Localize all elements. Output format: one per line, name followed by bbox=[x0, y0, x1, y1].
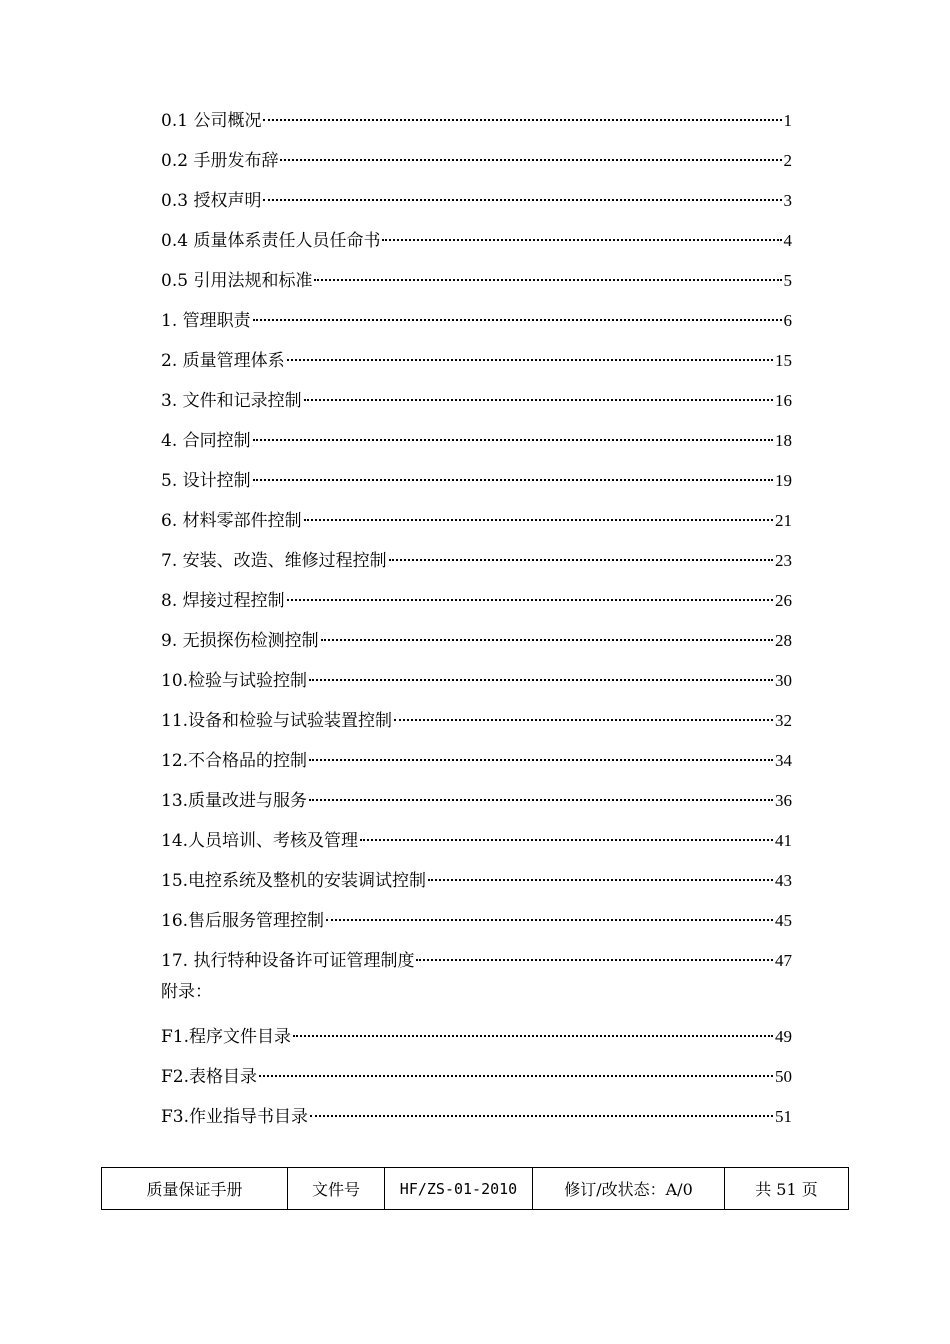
toc-entry-title: 14.人员培训、考核及管理 bbox=[161, 831, 359, 851]
toc-entry-page: 50 bbox=[775, 1067, 792, 1086]
toc-entry-title: 0.3 授权声明 bbox=[161, 191, 262, 211]
toc-entry-page: 1 bbox=[783, 111, 792, 130]
manual-name-cell: 质量保证手册 bbox=[102, 1168, 288, 1210]
toc-entry-title: 4. 合同控制 bbox=[161, 431, 251, 451]
toc-entry-page: 49 bbox=[775, 1027, 792, 1046]
toc-dot-leader bbox=[314, 279, 781, 281]
toc-entry-title: 13.质量改进与服务 bbox=[161, 791, 308, 811]
toc-main-list bbox=[161, 103, 792, 974]
toc-dot-leader bbox=[287, 599, 773, 601]
toc-entry bbox=[161, 863, 792, 903]
toc-dot-leader bbox=[428, 879, 773, 881]
toc-dot-leader bbox=[263, 119, 781, 121]
toc-entry-page: 4 bbox=[783, 231, 792, 250]
toc-entry-title: 0.5 引用法规和标准 bbox=[161, 271, 313, 291]
toc-entry bbox=[161, 903, 792, 943]
toc-entry-page: 28 bbox=[775, 631, 792, 650]
toc-dot-leader bbox=[304, 399, 773, 401]
toc-dot-leader bbox=[293, 1035, 773, 1037]
toc-appendix-list bbox=[161, 1019, 792, 1139]
toc-entry bbox=[161, 543, 792, 583]
toc-entry bbox=[161, 503, 792, 543]
toc-entry bbox=[161, 823, 792, 863]
toc-entry-title: 7. 安装、改造、维修过程控制 bbox=[161, 551, 387, 571]
toc-entry-title: 6. 材料零部件控制 bbox=[161, 511, 302, 531]
toc-entry-title: F3.作业指导书目录 bbox=[161, 1107, 309, 1127]
toc-entry-page: 36 bbox=[775, 791, 792, 810]
toc-entry bbox=[161, 943, 792, 974]
toc-entry bbox=[161, 263, 792, 303]
toc-entry-page: 5 bbox=[783, 271, 792, 290]
toc-entry-page: 45 bbox=[775, 911, 792, 930]
toc-dot-leader bbox=[287, 359, 773, 361]
appendix-heading: 附录： bbox=[161, 982, 212, 1002]
toc-entry-title: 11.设备和检验与试验装置控制 bbox=[161, 711, 393, 731]
toc-dot-leader bbox=[253, 479, 773, 481]
toc-dot-leader bbox=[280, 159, 781, 161]
toc-entry bbox=[161, 623, 792, 663]
toc-entry-title: 0.4 质量体系责任人员任命书 bbox=[161, 231, 381, 251]
toc-entry-title: 5. 设计控制 bbox=[161, 471, 251, 491]
toc-dot-leader bbox=[304, 519, 773, 521]
toc-entry bbox=[161, 783, 792, 823]
toc-dot-leader bbox=[310, 1115, 773, 1117]
toc-entry-title: 9. 无损探伤检测控制 bbox=[161, 631, 319, 651]
table-of-contents bbox=[161, 103, 792, 1139]
toc-dot-leader bbox=[360, 839, 773, 841]
toc-entry-title: 16.售后服务管理控制 bbox=[161, 911, 325, 931]
toc-entry-page: 3 bbox=[783, 191, 792, 210]
toc-entry-title: 10.检验与试验控制 bbox=[161, 671, 308, 691]
toc-entry bbox=[161, 743, 792, 783]
toc-entry bbox=[161, 1099, 792, 1139]
revision-status-cell: 修订/改状态：A/0 bbox=[533, 1168, 725, 1210]
toc-dot-leader bbox=[309, 759, 773, 761]
toc-entry-page: 51 bbox=[775, 1107, 792, 1126]
toc-dot-leader bbox=[253, 319, 782, 321]
toc-entry-title: 15.电控系统及整机的安装调试控制 bbox=[161, 871, 427, 891]
toc-entry-page: 2 bbox=[783, 151, 792, 170]
toc-entry bbox=[161, 383, 792, 423]
toc-entry bbox=[161, 343, 792, 383]
toc-entry bbox=[161, 423, 792, 463]
toc-entry bbox=[161, 663, 792, 703]
toc-dot-leader bbox=[326, 919, 773, 921]
toc-dot-leader bbox=[382, 239, 781, 241]
toc-dot-leader bbox=[389, 559, 773, 561]
toc-entry-title: 8. 焊接过程控制 bbox=[161, 591, 285, 611]
toc-entry bbox=[161, 463, 792, 503]
doc-no-label-cell: 文件号 bbox=[288, 1168, 385, 1210]
toc-dot-leader bbox=[309, 799, 773, 801]
toc-entry bbox=[161, 583, 792, 623]
toc-entry-title: 1. 管理职责 bbox=[161, 311, 251, 331]
toc-entry-title: F1.程序文件目录 bbox=[161, 1027, 292, 1047]
document-footer-table bbox=[101, 1167, 849, 1210]
toc-entry-page: 16 bbox=[775, 391, 792, 410]
toc-dot-leader bbox=[321, 639, 773, 641]
toc-dot-leader bbox=[394, 719, 773, 721]
toc-entry bbox=[161, 703, 792, 743]
toc-entry bbox=[161, 183, 792, 223]
total-pages-cell: 共 51 页 bbox=[725, 1168, 849, 1210]
toc-entry-title: 0.1 公司概况 bbox=[161, 111, 262, 131]
toc-entry bbox=[161, 103, 792, 143]
toc-dot-leader bbox=[253, 439, 773, 441]
toc-entry-page: 26 bbox=[775, 591, 792, 610]
toc-entry-page: 43 bbox=[775, 871, 792, 890]
toc-entry bbox=[161, 1019, 792, 1059]
toc-dot-leader bbox=[259, 1075, 773, 1077]
doc-no-cell: HF/ZS-01-2010 bbox=[385, 1168, 533, 1210]
toc-entry-title: 12.不合格品的控制 bbox=[161, 751, 308, 771]
toc-entry-page: 47 bbox=[775, 951, 792, 970]
toc-entry bbox=[161, 1059, 792, 1099]
toc-entry-title: 0.2 手册发布辞 bbox=[161, 151, 279, 171]
toc-dot-leader bbox=[309, 679, 773, 681]
toc-entry-page: 41 bbox=[775, 831, 792, 850]
toc-dot-leader bbox=[263, 199, 781, 201]
toc-entry-page: 6 bbox=[783, 311, 792, 330]
toc-entry-page: 30 bbox=[775, 671, 792, 690]
toc-entry-title: 2. 质量管理体系 bbox=[161, 351, 285, 371]
toc-entry-page: 34 bbox=[775, 751, 792, 770]
toc-entry-page: 15 bbox=[775, 351, 792, 370]
toc-entry bbox=[161, 303, 792, 343]
toc-entry-page: 23 bbox=[775, 551, 792, 570]
toc-entry-page: 32 bbox=[775, 711, 792, 730]
toc-dot-leader bbox=[416, 959, 773, 961]
toc-entry bbox=[161, 143, 792, 183]
toc-entry-title: F2.表格目录 bbox=[161, 1067, 258, 1087]
toc-entry-page: 18 bbox=[775, 431, 792, 450]
toc-entry-page: 19 bbox=[775, 471, 792, 490]
toc-entry-title: 17. 执行特种设备许可证管理制度 bbox=[161, 951, 415, 971]
toc-entry-title: 3. 文件和记录控制 bbox=[161, 391, 302, 411]
toc-entry-page: 21 bbox=[775, 511, 792, 530]
toc-entry bbox=[161, 223, 792, 263]
